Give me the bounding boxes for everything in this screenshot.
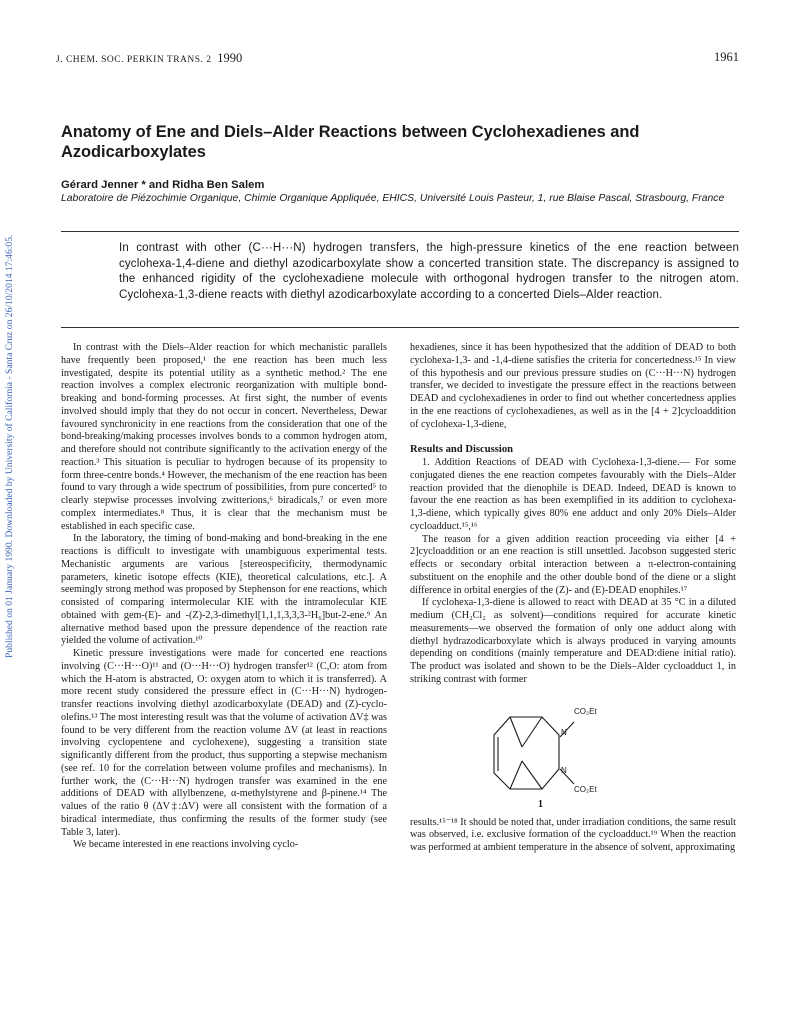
left-column xyxy=(61,342,387,852)
body-paragraph: We became interested in ene reactions involving cyclo- xyxy=(73,839,299,851)
journal-year: 1990 xyxy=(217,51,243,65)
structure-diagram-1 xyxy=(410,687,736,817)
body-paragraph: If cyclohexa-1,3-diene is allowed to react with DEAD at 35 °C in a diluted medium (CH₂Cl₂ as solvent)—conditions required for accurate kinetic measurements—we observed the formation of only one adduct along with diethyl hydrazodicarboxylate which is always produced in varying amounts depending on conditions (mainly temperature and DEAD:diene initial ratio). The product was isolated and shown to be the Diels–Alder cycloadduct 1, in striking contrast with former xyxy=(410,597,736,685)
abstract: In contrast with other (C···H···N) hydrogen transfers, the high-pressure kinetics of the ene reaction between cyclohexa-1,4-diene and diethyl azodicarboxylate show a concerted transition state. The discrepancy is assigned to the enhanced rigidity of the cyclohexadiene molecule with orthogonal hydrogen transfer to the nitrogen atom. Cyclohexa-1,3-diene reacts with diethyl azodicarboxylate according to a concerted Diels–Alder reaction. xyxy=(119,242,739,301)
bicyclic-structure-drawing xyxy=(410,687,736,817)
body-paragraph: results.¹⁵⁻¹⁸ It should be noted that, under irradiation conditions, the same result was observed, i.e. exclusive formation of the cycloadduct.¹⁹ When the reaction was performed at ambient temperature in the absence of solvent, approximating xyxy=(410,816,736,853)
right-column xyxy=(410,342,736,855)
nitrogen-atom-label: N xyxy=(561,727,567,737)
body-paragraph: 1. Addition Reactions of DEAD with Cyclohexa-1,3-diene.— For some conjugated dienes the ene reaction competes favourably with the Diels–Alder reaction provided that the dienophile is DEAD. Indeed, DEAD is known to favour the ene reaction as has been exemplified in its addition to cyclohexa-1,3-diene, which typically gives 80% ene adduct and only 20% Diels–Alder cycloadduct.¹⁵,¹⁶ xyxy=(410,457,736,532)
ester-group-label: CO₂Et xyxy=(574,706,597,716)
body-paragraph: In the laboratory, the timing of bond-making and bond-breaking in the ene reactions is difficult to investigate with unambiguous experimental tests. Mechanistic arguments are various [stereospecificity, thermodynamic parameters, kinetic isotope effects (KIE), theoretical calculations, etc.]. A seemingly strong method was proposed by Stephenson for ene reactions, which consisted of comparing intermolecular KIE with the intramolecular KIE obtained with gem-(E)- and -(Z)-2,3-dimethyl[1,1,1,3,3,3-²H₆]but-2-ene.⁹ An alternative method based upon the pressure dependence of the reaction rate yielded the volume of activation.¹⁰ xyxy=(61,533,387,647)
body-paragraph: The reason for a given addition reaction proceeding via either [4 + 2]cycloaddition or an ene reaction is still unsettled. Jacobson suggested steric effects or secondary orbital interaction between a π-electron-containing substituent on the enophile and the other double bond of the diene or a slight difference in orbital energies of the (Z)- and (E)-DEAD enophiles.¹⁷ xyxy=(410,533,736,596)
authors: Gérard Jenner * and Ridha Ben Salem xyxy=(61,179,265,191)
ester-group-label: CO₂Et xyxy=(574,784,597,794)
body-paragraph: Kinetic pressure investigations were made for concerted ene reactions involving (C···H···O)¹¹ and (O···H···O) hydrogen transfer¹² (C,O: atom from which the H-atom is abstracted, O: oxygen atom to which it is transferred). A more recent study considered the pressure effect in (C···H···N) hydrogen-transfer reactions involving diethyl azodicarboxylate (DEAD) and (Z)-cyclo-olefins.¹³ The most interesting result was that the volume of activation ΔV‡ was found to be very different from the reaction volume ΔV (at least in reactions involving cyclopentene and cyclohexene), suggesting a transition state significantly different from the product, thus supporting a stepwise mechanism (see ref. 10 for the correlation between volume profiles and mechanisms). In further work, the (C···H···N) hydrogen transfer was examined in the ene additions of DEAD with allylbenzene, α-methylstyrene and β-pinene.¹⁴ The values of the ratio θ (ΔV‡:ΔV) were all consistent with the formation of a biradical intermediate, thus confirming the results of the former study (see Table 3, later). xyxy=(61,648,387,838)
body-paragraph: In contrast with the Diels–Alder reaction for which mechanistic parallels have frequently been proposed,¹ the ene reaction has been much less investigated, despite its potential utility as a synthetic method.² The ene reaction involves a complex electronic reorganization with multiple bond-breaking and bond-forming processes. At first sight, the number of events involved should imply that they do not occur in concert. Nevertheless, Dewar favoured synchronicity in ene reactions from the consideration that one of the bond-breaking/making processes involves bonds to a common hydrogen atom, and therefore should not contribute significantly to the activation energy of the reaction.³ This situation is peculiar to hydrogen because of its propensity to form three-centre bonds.⁴ However, the mechanism of the ene reaction has been found to vary through a wide spectrum of possibilities, from pure concerted⁵ to clearly stepwise processes involving zwitterions,⁶ biradicals,⁷ or even more complex intermediates.⁸ Thus, it is clear that the mechanism must be established in each specific case. xyxy=(61,342,387,532)
abstract-top-rule xyxy=(61,231,739,232)
compound-number: 1 xyxy=(538,798,543,810)
running-head xyxy=(56,50,739,66)
section-heading: Results and Discussion xyxy=(410,444,514,456)
affiliation: Laboratoire de Piézochimie Organique, Chimie Organique Appliquée, EHICS, Université Louis Pasteur, 1, rue Blaise Pascal, Strasbourg, France xyxy=(61,193,725,204)
page-number: 1961 xyxy=(714,50,739,64)
body-paragraph: hexadienes, since it has been hypothesized that the addition of DEAD to both cyclohexa-1,3- and -1,4-diene satisfies the criteria for concertedness.¹⁵ In view of this hypothesis and our previous pressure studies on (C···H···N) hydrogen transfer, we decided to investigate the pressure effect in the reactions between DEAD and cyclohexadienes in order to find out whether concertedness applies in the ene reactions of cyclohexadienes, as well as in the [4 + 2]cycloaddition of cyclohexa-1,3-diene, xyxy=(410,342,736,430)
nitrogen-atom-label: N xyxy=(561,765,567,775)
abstract-bottom-rule xyxy=(61,327,739,328)
journal-name: J. CHEM. SOC. PERKIN TRANS. 2 1990 xyxy=(56,51,243,65)
article-title: Anatomy of Ene and Diels–Alder Reactions between Cyclohexadienes and Azodicarboxylates xyxy=(61,123,640,161)
download-watermark: Published on 01 January 1990. Downloaded by University of California - Santa Cruz on 26/10/2014 17:46:05. xyxy=(4,234,15,658)
